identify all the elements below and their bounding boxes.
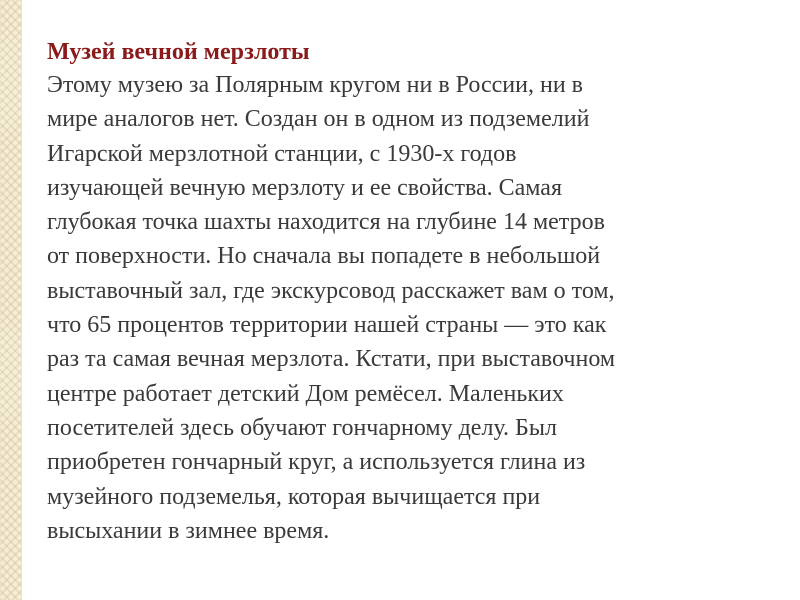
- body-line: приобретен гончарный круг, а используется глина из: [47, 449, 586, 476]
- slide-body: [47, 68, 787, 548]
- body-line: изучающей вечную мерзлоту и ее свойства. Самая: [47, 174, 562, 201]
- body-line: раз та самая вечная мерзлота. Кстати, при выставочном: [47, 346, 616, 373]
- body-line: от поверхности. Но сначала вы попадете в небольшой: [47, 243, 601, 270]
- body-line: музейного подземелья, которая вычищается при: [47, 483, 541, 510]
- body-line: центре работает детский Дом ремёсел. Маленьких: [47, 380, 564, 407]
- slide-content: [47, 36, 787, 548]
- slide-title: Музей вечной мерзлоты: [47, 39, 310, 65]
- decorative-left-stripe: [0, 0, 22, 600]
- body-line: выставочный зал, где экскурсовод расскажет вам о том,: [47, 277, 615, 304]
- body-line: посетителей здесь обучают гончарному делу. Был: [47, 414, 557, 441]
- body-line: что 65 процентов территории нашей страны — это как: [47, 312, 607, 339]
- body-line: Игарской мерзлотной станции, с 1930-х годов: [47, 140, 517, 167]
- body-line: глубокая точка шахты находится на глубине 14 метров: [47, 209, 605, 236]
- body-line: высыхании в зимнее время.: [47, 517, 330, 544]
- body-line: мире аналогов нет. Создан он в одном из подземелий: [47, 106, 590, 133]
- body-line: Этому музею за Полярным кругом ни в России, ни в: [47, 72, 584, 98]
